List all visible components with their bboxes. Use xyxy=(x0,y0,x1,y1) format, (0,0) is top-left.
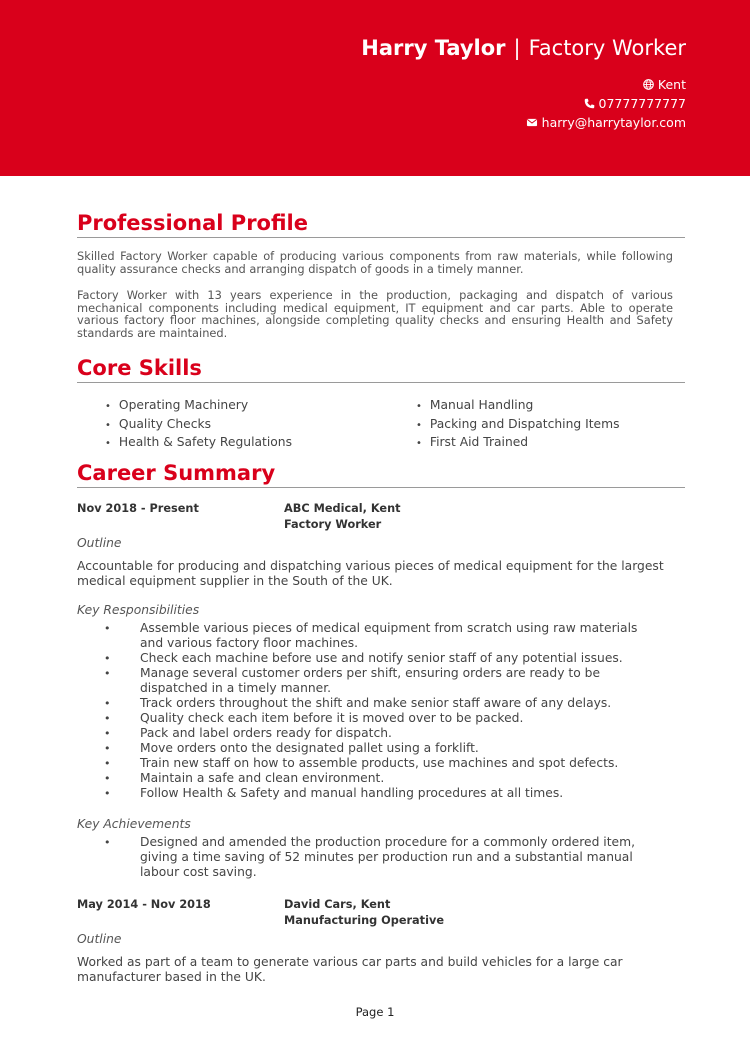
contact-phone xyxy=(584,96,686,111)
job-2-title: Manufacturing Operative xyxy=(284,914,444,927)
job-1-responsibilities-label: Key Responsibilities xyxy=(77,603,200,617)
profile-heading: Professional Profile xyxy=(77,210,685,238)
skill-item: • Operating Machinery xyxy=(105,397,292,416)
list-item: • Manage several customer orders per shift, ensuring orders are ready to be dispatched in a timely manner. xyxy=(104,666,664,696)
job-1-title: Factory Worker xyxy=(284,518,382,531)
list-item: • Maintain a safe and clean environment. xyxy=(104,771,664,786)
page-number: Page 1 xyxy=(355,1005,395,1019)
list-item: • Move orders onto the designated pallet using a forklift. xyxy=(104,741,664,756)
career-heading: Career Summary xyxy=(77,460,685,488)
profile-paragraph-2: Factory Worker with 13 years experience in the production, packaging and dispatch of various mechanical components including medical equipment, IT equipment and car parts. Able to operate various factory floor machines, alongside completing quality checks and ensuring Health and Safety standards are maintained. xyxy=(77,288,673,340)
header-banner xyxy=(0,0,750,176)
skill-item: • First Aid Trained xyxy=(416,434,620,453)
candidate-job-title: Factory Worker xyxy=(528,36,686,60)
list-item: • Assemble various pieces of medical equipment from scratch using raw materials and various factory floor machines. xyxy=(104,621,664,651)
list-item: • Pack and label orders ready for dispatch. xyxy=(104,726,664,741)
phone-icon xyxy=(584,98,595,109)
phone-text: 07777777777 xyxy=(598,96,686,111)
job-1-outline-label: Outline xyxy=(77,536,122,550)
title-separator: | xyxy=(513,36,521,60)
skill-item: • Quality Checks xyxy=(105,416,292,435)
job-2-outline-label: Outline xyxy=(77,932,122,946)
location-text: Kent xyxy=(657,77,686,92)
email-text[interactable]: harry@harrytaylor.com xyxy=(541,115,686,130)
job-1-responsibilities-list xyxy=(104,621,664,801)
list-item: • Quality check each item before it is moved over to be packed. xyxy=(104,711,664,726)
job-1-outline-text: Accountable for producing and dispatching various pieces of medical equipment for the largest medical equipment supplier in the South of the UK. xyxy=(77,559,664,588)
job-2-employer: David Cars, Kent xyxy=(284,898,391,911)
job-1-dates: Nov 2018 - Present xyxy=(77,502,199,515)
contact-location xyxy=(643,77,686,92)
list-item: • Check each machine before use and notify senior staff of any potential issues. xyxy=(104,651,664,666)
job-2-dates: May 2014 - Nov 2018 xyxy=(77,898,211,911)
skill-item: • Packing and Dispatching Items xyxy=(416,416,620,435)
job-1-achievements-list xyxy=(104,835,664,880)
job-1-achievements-label: Key Achievements xyxy=(77,817,191,831)
list-item: • Train new staff on how to assemble products, use machines and spot defects. xyxy=(104,756,664,771)
list-item: • Follow Health & Safety and manual handling procedures at all times. xyxy=(104,786,664,801)
name-line xyxy=(361,36,686,60)
skills-list-left xyxy=(105,397,292,453)
job-2-outline-text: Worked as part of a team to generate various car parts and build vehicles for a large car manufacturer based in the UK. xyxy=(77,955,623,984)
profile-paragraph-1: Skilled Factory Worker capable of producing various components from raw materials, while following quality assurance checks and arranging dispatch of goods in a timely manner. xyxy=(77,249,673,276)
skills-heading: Core Skills xyxy=(77,355,685,383)
contact-email[interactable] xyxy=(526,115,686,130)
globe-icon xyxy=(643,79,654,90)
list-item: • Designed and amended the production procedure for a commonly ordered item, giving a time saving of 52 minutes per production run and a substantial manual labour cost saving. xyxy=(104,835,664,880)
skill-item: • Manual Handling xyxy=(416,397,620,416)
envelope-icon xyxy=(526,117,538,128)
list-item: • Track orders throughout the shift and make senior staff aware of any delays. xyxy=(104,696,664,711)
job-1-employer: ABC Medical, Kent xyxy=(284,502,401,515)
skill-item: • Health & Safety Regulations xyxy=(105,434,292,453)
skills-list-right xyxy=(416,397,620,453)
candidate-name: Harry Taylor xyxy=(361,36,506,60)
